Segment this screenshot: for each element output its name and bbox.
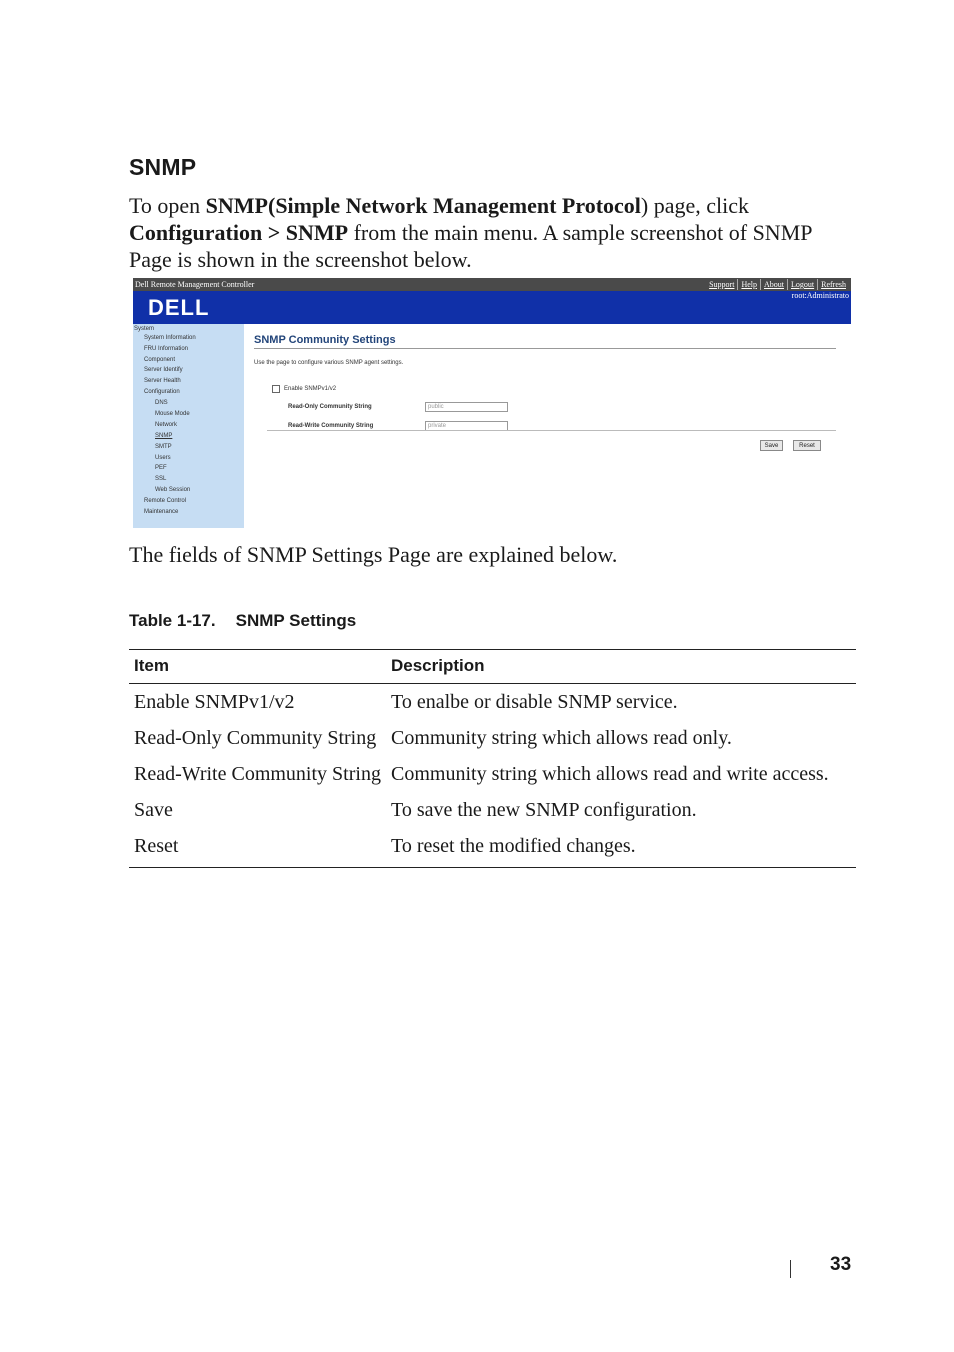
table-row: [129, 758, 856, 794]
dell-logo: DELL: [148, 295, 210, 320]
nav-item-configuration[interactable]: Configuration: [144, 389, 180, 395]
row-item: Enable SNMPv1/v2: [134, 691, 295, 713]
nav-item-mouse-mode[interactable]: Mouse Mode: [155, 411, 190, 417]
logout-link[interactable]: Logout: [787, 279, 817, 290]
nav-item-users[interactable]: Users: [155, 455, 171, 461]
nav-item-snmp[interactable]: SNMP: [155, 433, 173, 439]
intro-paragraph: [129, 192, 859, 273]
intro-text-3: from the main menu. A sample screenshot of SNMP Page is shown in the screenshot below.: [129, 220, 812, 272]
row-description: To reset the modified changes.: [386, 830, 856, 868]
nav-item-smtp[interactable]: SMTP: [155, 444, 172, 450]
snmp-screenshot: [133, 278, 851, 528]
nav-item-maintenance[interactable]: Maintenance: [144, 509, 179, 515]
row-item: Save: [134, 799, 173, 821]
table-header-row: [129, 650, 856, 684]
screenshot-titlebar: [133, 278, 851, 291]
row-item: Read-Write Community String: [134, 763, 381, 785]
intro-text-1: To open: [129, 193, 206, 218]
table-intro-caption: The fields of SNMP Settings Page are explained below.: [129, 542, 618, 567]
page-number: 33: [830, 1254, 852, 1275]
read-only-label: Read-Only Community String: [288, 404, 372, 410]
nav-item-fru-information[interactable]: FRU Information: [144, 346, 189, 352]
footer-divider: [790, 1260, 791, 1278]
reset-button[interactable]: Reset: [793, 440, 821, 451]
support-link[interactable]: Support: [709, 280, 735, 289]
snmp-settings-table: [129, 649, 856, 868]
screenshot-top-links: [706, 279, 849, 290]
screenshot-app-title: Dell Remote Management Controller: [135, 280, 255, 289]
table-row: [129, 722, 856, 758]
nav-item-dns[interactable]: DNS: [155, 400, 168, 406]
nav-item-server-health[interactable]: Server Health: [144, 378, 181, 384]
form-divider: [267, 430, 836, 431]
refresh-link[interactable]: Refresh: [817, 279, 849, 290]
nav-item-pef[interactable]: PEF: [155, 465, 167, 471]
help-link[interactable]: Help: [737, 279, 760, 290]
table-row: [129, 794, 856, 830]
intro-text-2: ) page, click: [640, 193, 750, 218]
table-row: [129, 684, 856, 723]
nav-item-web-session[interactable]: Web Session: [155, 487, 191, 493]
about-link[interactable]: About: [760, 279, 787, 290]
table-number: Table 1-17.: [129, 611, 216, 630]
screenshot-banner: [133, 291, 851, 324]
header-item: Item: [129, 650, 386, 684]
row-description: Community string which allows read and write access.: [391, 763, 829, 785]
row-description: Community string which allows read only.: [391, 727, 732, 749]
nav-item-remote-control[interactable]: Remote Control: [144, 498, 187, 504]
nav-item-component[interactable]: Component: [144, 357, 176, 363]
table-row: [129, 830, 856, 868]
nav-item-system-information[interactable]: System Information: [144, 335, 196, 341]
row-description: To enalbe or disable SNMP service.: [391, 691, 678, 713]
user-label: root:Administrato: [791, 291, 849, 300]
row-item: Read-Only Community String: [134, 727, 377, 749]
read-write-label: Read-Write Community String: [288, 423, 374, 429]
nav-item-system[interactable]: System: [134, 326, 155, 332]
screenshot-heading: SNMP Community Settings: [254, 334, 396, 346]
header-description: Description: [386, 650, 856, 684]
read-write-input[interactable]: private: [425, 421, 508, 431]
table-name: SNMP Settings: [235, 611, 357, 630]
nav-item-ssl[interactable]: SSL: [155, 476, 167, 482]
screenshot-nav-panel: [133, 324, 244, 528]
enable-snmp-label: Enable SNMPv1/v2: [284, 386, 337, 392]
screenshot-description: Use the page to configure various SNMP agent settings.: [254, 360, 404, 366]
nav-item-server-identify[interactable]: Server Identify: [144, 367, 183, 373]
intro-bold-snmp: SNMP(Simple Network Management Protocol: [205, 193, 641, 218]
row-item: Reset: [129, 830, 386, 868]
enable-snmp-checkbox[interactable]: [272, 385, 280, 393]
row-description: To save the new SNMP configuration.: [391, 799, 697, 821]
section-title: SNMP: [129, 154, 197, 180]
save-button[interactable]: Save: [760, 440, 783, 451]
nav-item-network[interactable]: Network: [155, 422, 178, 428]
heading-rule: [254, 348, 836, 349]
intro-bold-menu-path: Configuration > SNMP: [129, 220, 349, 245]
read-only-input[interactable]: public: [425, 402, 508, 412]
table-title: [129, 609, 356, 633]
